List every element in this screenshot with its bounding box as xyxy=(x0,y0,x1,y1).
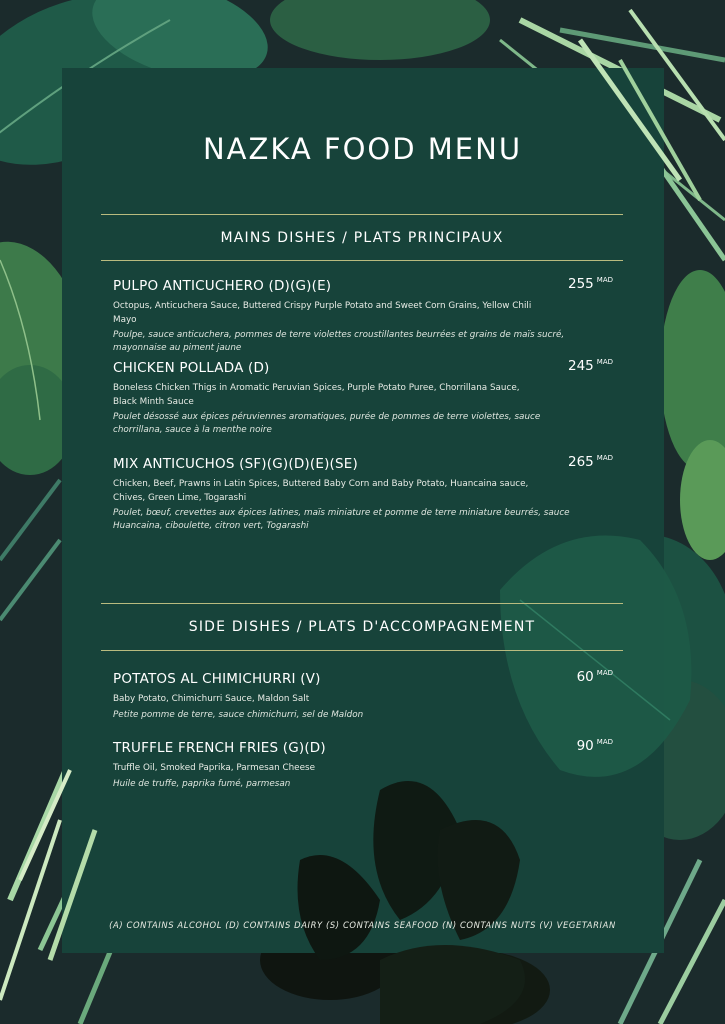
item-name: TRUFFLE FRENCH FRIES (G)(D) xyxy=(113,740,326,756)
menu-item xyxy=(113,456,613,533)
item-description-fr: Poulet désossé aux épices péruviennes aromatiques, purée de pommes de terre violettes, sauce chorrillana, sauce à la menthe noire xyxy=(113,412,541,435)
menu-item xyxy=(113,740,613,791)
divider xyxy=(101,650,623,651)
menu-title: NAZKA FOOD MENU xyxy=(202,132,523,166)
item-description: Baby Potato, Chimichurri Sauce, Maldon Salt xyxy=(113,694,310,704)
item-name: POTATOS AL CHIMICHURRI (V) xyxy=(113,671,321,687)
divider xyxy=(101,214,623,215)
allergen-legend: (A) CONTAINS ALCOHOL (D) CONTAINS DAIRY (S) CONTAINS SEAFOOD (N) CONTAINS NUTS (V) VEGETARIAN xyxy=(109,920,616,930)
item-description: Octopus, Anticuchera Sauce, Buttered Crispy Purple Potato and Sweet Corn Grains, Yellow Chili Mayo xyxy=(113,301,532,325)
item-price: 245 $^{MAD}$ xyxy=(568,358,613,374)
item-description: Chicken, Beef, Prawns in Latin Spices, Buttered Baby Corn and Baby Potato, Huancaina sauce, Chives, Green Lime, Togarashi xyxy=(113,479,529,503)
item-price: 90 $^{MAD}$ xyxy=(576,738,613,754)
item-name: MIX ANTICUCHOS (SF)(G)(D)(E)(SE) xyxy=(113,456,358,472)
item-price: 255 $^{MAD}$ xyxy=(568,276,613,292)
item-name: CHICKEN POLLADA (D) xyxy=(113,360,270,376)
divider xyxy=(101,603,623,604)
item-price: 265 $^{MAD}$ xyxy=(568,454,613,470)
item-description-fr: Poulet, bœuf, crevettes aux épices latines, maïs miniature et pomme de terre miniature beurrés, sauce Huancaina, ciboulette, citron vert, Togarashi xyxy=(113,508,570,531)
item-description-fr: Poulpe, sauce anticuchera, pommes de terre violettes croustillantes beurrées et grains de maïs sucré, mayonnaise au piment jaune xyxy=(113,330,565,353)
menu-item xyxy=(113,360,613,437)
item-description: Truffle Oil, Smoked Paprika, Parmesan Cheese xyxy=(113,763,315,773)
menu-item xyxy=(113,278,613,355)
item-description: Boneless Chicken Thigs in Aromatic Peruvian Spices, Purple Potato Puree, Chorrillana Sauce, Black Minth Sauce xyxy=(113,383,520,407)
item-description-fr: Petite pomme de terre, sauce chimichurri, sel de Maldon xyxy=(113,709,364,720)
menu-item xyxy=(113,671,613,722)
divider xyxy=(101,260,623,261)
item-name: PULPO ANTICUCHERO (D)(G)(E) xyxy=(113,278,332,294)
item-description-fr: Huile de truffe, paprika fumé, parmesan xyxy=(113,778,291,789)
section-title-sides: SIDE DISHES / PLATS D'ACCOMPAGNEMENT xyxy=(188,619,536,635)
item-price: 60 $^{MAD}$ xyxy=(576,669,613,685)
section-title-mains: MAINS DISHES / PLATS PRINCIPAUX xyxy=(220,230,504,246)
